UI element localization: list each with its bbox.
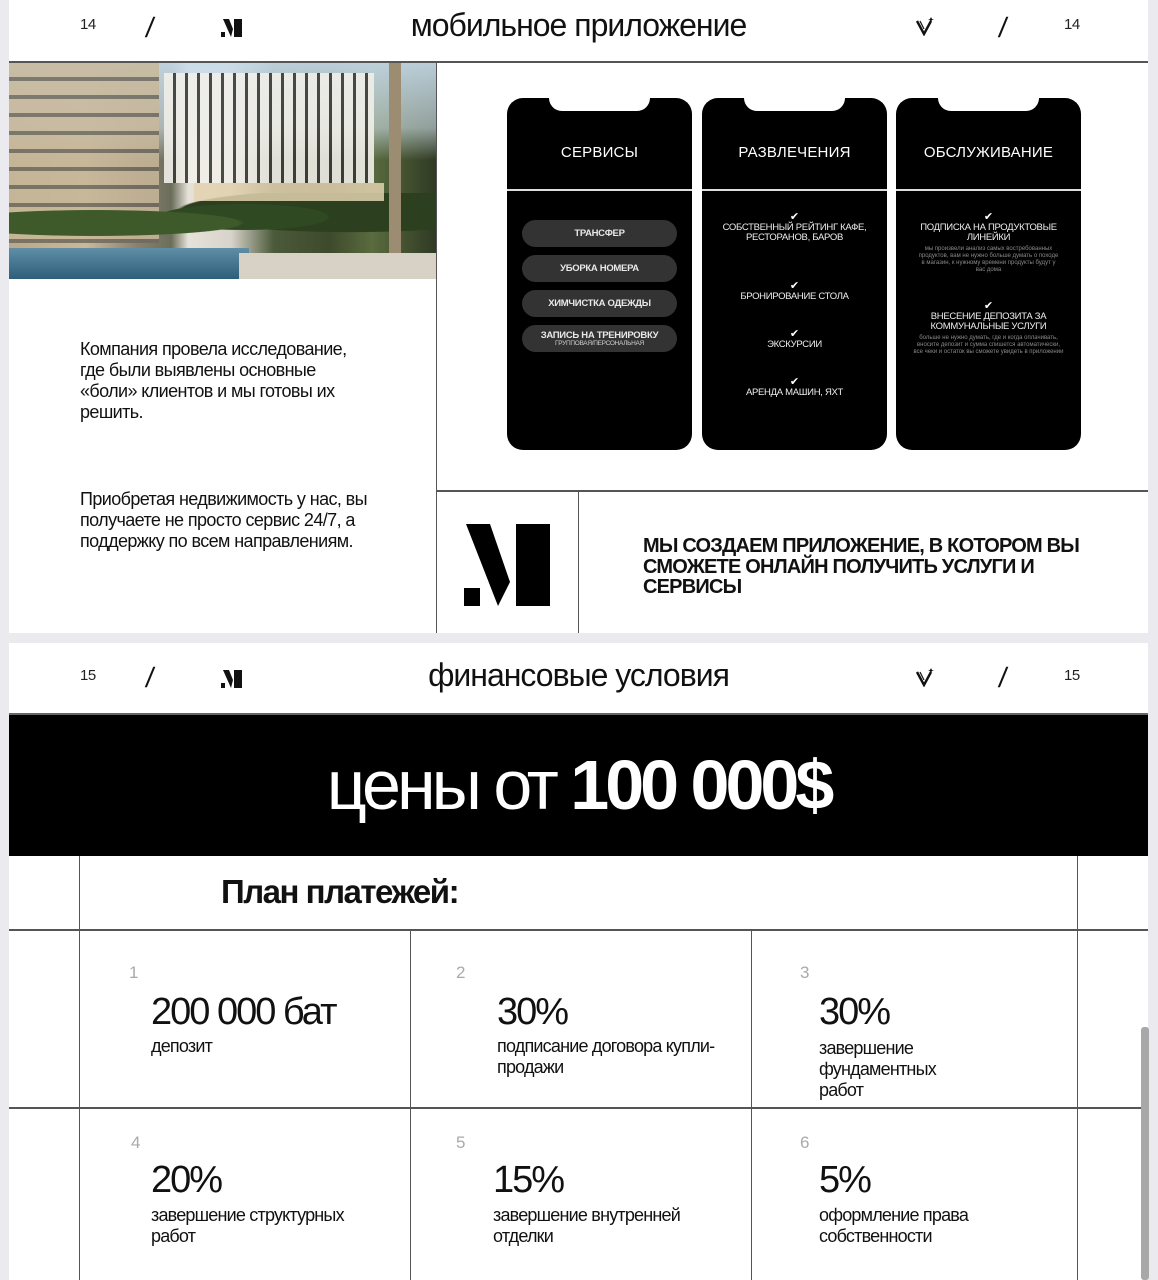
phone-notch bbox=[549, 98, 650, 111]
grid-line bbox=[751, 929, 752, 1280]
phone-title: СЕРВИСЫ bbox=[560, 144, 639, 161]
phone-title: РАЗВЛЕЧЕНИЯ bbox=[738, 144, 851, 161]
grid-line bbox=[9, 929, 1148, 931]
step-index: 2 bbox=[456, 963, 466, 982]
v-star-logo-icon bbox=[915, 667, 935, 687]
pill-label: ЗАПИСЬ НА ТРЕНИРОВКУ bbox=[540, 330, 659, 341]
slash-divider-right: / bbox=[996, 662, 1010, 693]
phone-maintenance bbox=[896, 98, 1081, 450]
intro-paragraph: Компания провела исследование, где были выявлены основные «боли» клиентов и мы готовы их решить. bbox=[80, 339, 347, 422]
step-index: 6 bbox=[800, 1133, 810, 1152]
app-callout-text: МЫ СОЗДАЕМ ПРИЛОЖЕНИЕ, В КОТОРОМ ВЫ СМОЖЕТЕ ОНЛАЙН ПОЛУЧИТЬ УСЛУГИ И СЕРВИСЫ bbox=[643, 535, 1080, 598]
slash-divider-left: / bbox=[143, 12, 157, 43]
step-description: завершение внутренней отделки bbox=[493, 1205, 681, 1246]
slide-header bbox=[9, 643, 1148, 713]
page-title: мобильное приложение bbox=[410, 7, 747, 43]
feature-description: мы произвели анализ самых востребованных продуктов, вам не нужно больше думать о походе в магазин, к нужному времени продукты будут у вас дома bbox=[918, 246, 1059, 273]
grid-line bbox=[79, 856, 80, 1280]
resort-photo bbox=[9, 63, 436, 279]
divider-horizontal bbox=[436, 490, 1148, 492]
price-prefix: цены от bbox=[326, 746, 571, 824]
photo-canopy bbox=[194, 183, 384, 201]
step-value: 200 000 бат bbox=[151, 991, 336, 1033]
slide-mobile-app bbox=[9, 0, 1148, 633]
feature-rentals bbox=[702, 376, 887, 398]
phone-divider bbox=[507, 189, 692, 191]
phone-divider bbox=[896, 189, 1081, 191]
feature-utility-deposit bbox=[896, 300, 1081, 356]
grid-line bbox=[1077, 856, 1078, 1280]
check-icon: ✔ bbox=[983, 300, 994, 312]
step-index: 4 bbox=[131, 1133, 141, 1152]
feature-label: БРОНИРОВАНИЕ СТОЛА bbox=[740, 291, 849, 302]
pill-label: ХИМЧИСТКА ОДЕЖДЫ bbox=[548, 298, 651, 309]
check-icon: ✔ bbox=[789, 280, 800, 292]
step-description: оформление права собственности bbox=[819, 1205, 969, 1246]
grid-line bbox=[410, 929, 411, 1280]
pill-sublabel: ГРУППОВАЯ/ПЕРСОНАЛЬНАЯ bbox=[555, 340, 644, 347]
slash-divider-left: / bbox=[143, 662, 157, 693]
step-value: 5% bbox=[819, 1159, 870, 1201]
feature-label: АРЕНДА МАШИН, ЯХТ bbox=[745, 387, 844, 398]
step-description: депозит bbox=[151, 1036, 213, 1056]
slide-financial-terms bbox=[9, 643, 1148, 1280]
page-number-left: 15 bbox=[80, 667, 96, 684]
feature-label: ПОДПИСКА НА ПРОДУКТОВЫЕ ЛИНЕЙКИ bbox=[920, 222, 1057, 243]
feature-label: ВНЕСЕНИЕ ДЕПОЗИТА ЗА КОММУНАЛЬНЫЕ УСЛУГИ bbox=[930, 311, 1047, 332]
phone-title: ОБСЛУЖИВАНИЕ bbox=[923, 144, 1054, 161]
page-number-right: 14 bbox=[1064, 16, 1080, 33]
step-description: подписание договора купли-продажи bbox=[497, 1036, 715, 1077]
payment-plan-title: План платежей: bbox=[221, 873, 459, 910]
step-index: 1 bbox=[129, 963, 139, 982]
grid-line bbox=[9, 1107, 1148, 1109]
v-star-logo-icon bbox=[915, 16, 935, 36]
page-title: финансовые условия bbox=[428, 657, 729, 693]
step-value: 30% bbox=[497, 991, 568, 1033]
page-number-right: 15 bbox=[1064, 667, 1080, 684]
photo-deck bbox=[239, 253, 436, 279]
vertical-scrollbar[interactable] bbox=[1141, 1027, 1149, 1280]
step-value: 20% bbox=[151, 1159, 222, 1201]
service-pill-cleaning[interactable] bbox=[522, 255, 677, 282]
step-value: 15% bbox=[493, 1159, 564, 1201]
feature-excursions bbox=[702, 328, 887, 350]
photo-palm bbox=[389, 63, 401, 263]
phone-services bbox=[507, 98, 692, 450]
m-logo-large-icon bbox=[464, 524, 552, 606]
benefit-paragraph: Приобретая недвижимость у нас, вы получаете не просто сервис 24/7, а поддержку по всем направлениям. bbox=[80, 489, 367, 551]
price-banner bbox=[9, 713, 1148, 856]
divider-vertical bbox=[436, 63, 437, 633]
photo-building-center bbox=[164, 73, 374, 183]
slash-divider-right: / bbox=[996, 12, 1010, 43]
step-value: 30% bbox=[819, 991, 890, 1033]
feature-grocery-subscription bbox=[896, 211, 1081, 274]
step-description: завершение структурных работ bbox=[151, 1205, 344, 1246]
check-icon: ✔ bbox=[789, 211, 800, 223]
photo-foliage bbox=[9, 193, 436, 253]
step-description: завершение фундаментных работ bbox=[819, 1038, 936, 1100]
check-icon: ✔ bbox=[983, 211, 994, 223]
page-number-left: 14 bbox=[80, 16, 96, 33]
phone-notch bbox=[938, 98, 1039, 111]
service-pill-training[interactable] bbox=[522, 325, 677, 352]
phone-divider bbox=[702, 189, 887, 191]
divider-vertical-logo bbox=[578, 490, 579, 633]
feature-table-booking bbox=[702, 280, 887, 302]
phone-entertainment bbox=[702, 98, 887, 450]
step-index: 5 bbox=[456, 1133, 466, 1152]
price-amount: 100 000$ bbox=[570, 746, 831, 824]
slide-header bbox=[9, 0, 1148, 63]
photo-pool bbox=[9, 248, 249, 279]
pill-label: ТРАНСФЕР bbox=[574, 228, 625, 239]
feature-label: ЭКСКУРСИИ bbox=[767, 339, 822, 350]
step-index: 3 bbox=[800, 963, 810, 982]
service-pill-transfer[interactable] bbox=[522, 220, 677, 247]
feature-rating bbox=[702, 211, 887, 243]
service-pill-drycleaning[interactable] bbox=[522, 290, 677, 317]
feature-label: СОБСТВЕННЫЙ РЕЙТИНГ КАФЕ, РЕСТОРАНОВ, БАРОВ bbox=[722, 222, 867, 243]
check-icon: ✔ bbox=[789, 328, 800, 340]
feature-description: больше не нужно думать, где и когда оплачивать, вносите депозит и сумма спишется автоматически, все чеки и остаток вы сможете увидеть в приложении bbox=[913, 335, 1064, 355]
check-icon: ✔ bbox=[789, 376, 800, 388]
price-text bbox=[9, 743, 1148, 827]
phone-notch bbox=[744, 98, 845, 111]
pill-label: УБОРКА НОМЕРА bbox=[560, 263, 639, 274]
